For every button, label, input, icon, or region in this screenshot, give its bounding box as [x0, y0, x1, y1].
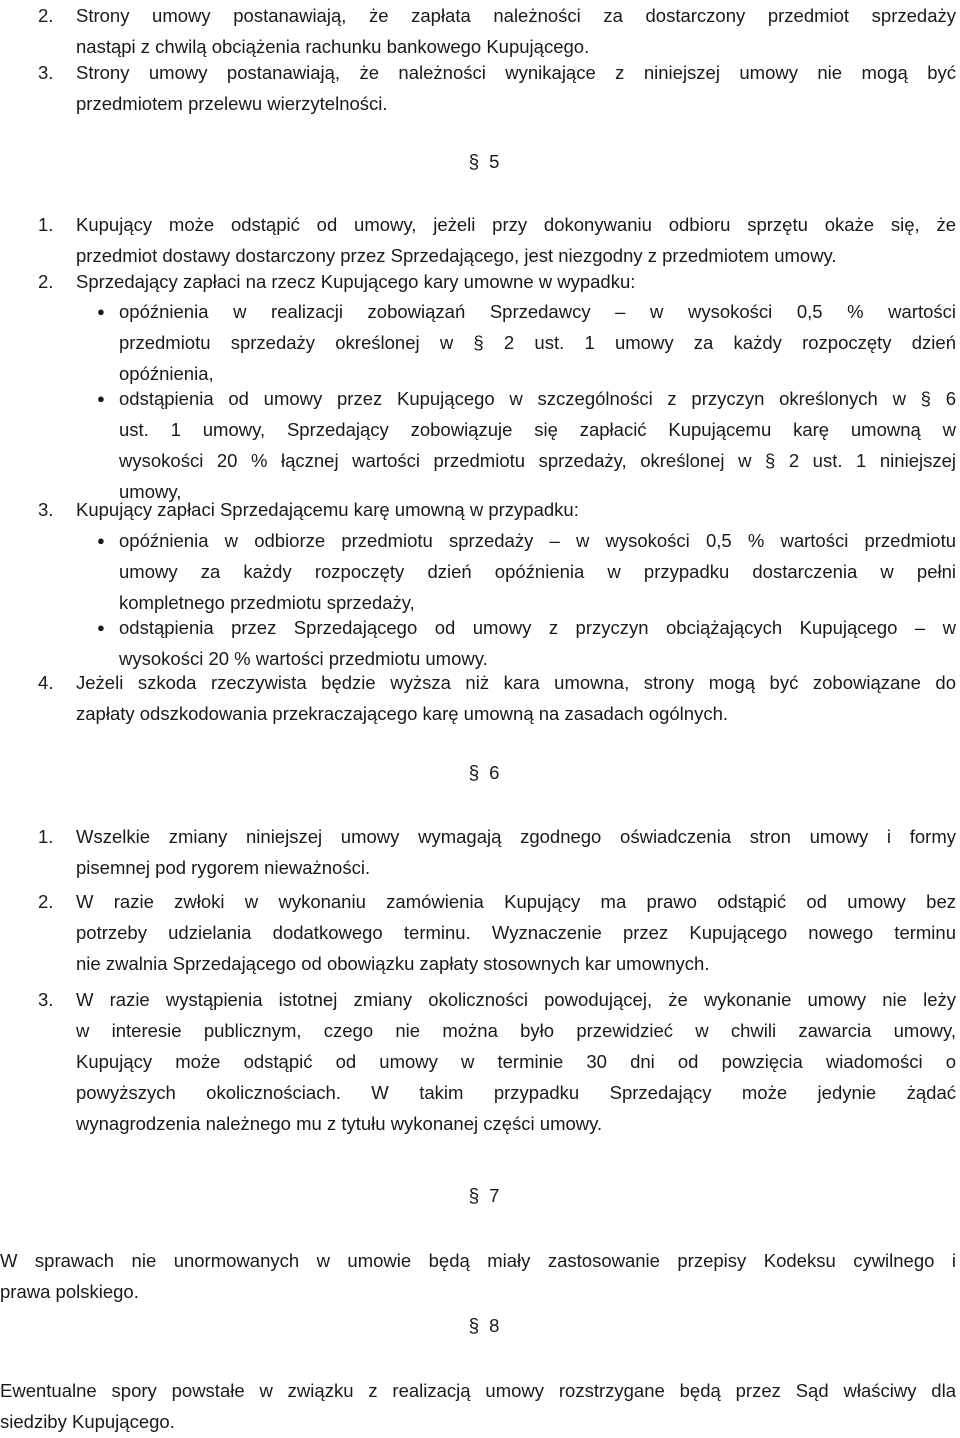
text-line: umowy, — [119, 481, 182, 502]
text-line: Wszelkie zmiany niniejszej umowy wymagają zgodnego oświadczenia stron umowy i formy — [76, 826, 956, 847]
text-line: Kupujący może odstąpić od umowy w terminie 30 dni od powzięcia wiadomości o — [76, 1051, 956, 1072]
text-line: ust. 1 umowy, Sprzedający zobowiązuje się zapłacić Kupującemu karę umowną w — [119, 419, 956, 440]
bullet-icon: ● — [97, 533, 105, 548]
paragraph-number: 3. — [38, 499, 54, 520]
text-line: przedmiotu sprzedaży określonej w § 2 ust. 1 umowy za każdy rozpoczęty dzień — [119, 332, 956, 353]
text-line: przedmiotem przelewu wierzytelności. — [76, 93, 388, 114]
text-line: opóźnienia w odbiorze przedmiotu sprzedaży – w wysokości 0,5 % wartości przedmiotu — [119, 530, 956, 551]
text-line: odstąpienia od umowy przez Kupującego w szczególności z przyczyn określonych w § 6 — [119, 388, 956, 409]
text-line: odstąpienia przez Sprzedającego od umowy z przyczyn obciążających Kupującego – w — [119, 617, 956, 638]
text-line: wysokości 20 % łącznej wartości przedmiotu sprzedaży, określonej w § 2 ust. 1 niniejszej — [119, 450, 956, 471]
paragraph-number: 2. — [38, 5, 54, 26]
text-line: Ewentualne spory powstałe w związku z realizacją umowy rozstrzygane będą przez Sąd właściwy dla — [0, 1380, 956, 1401]
text-line: powyższych okolicznościach. W takim przypadku Sprzedający może jedynie żądać — [76, 1082, 956, 1103]
text-line: nie zwalnia Sprzedającego od obowiązku zapłaty stosownych kar umownych. — [76, 953, 710, 974]
paragraph-number: 3. — [38, 989, 54, 1010]
section-symbol: § — [468, 763, 480, 784]
section-number: 8 — [489, 1315, 500, 1336]
section-number: 5 — [489, 151, 500, 172]
text-line: umowy za każdy rozpoczęty dzień opóźnienia w przypadku dostarczenia w pełni — [119, 561, 956, 582]
section-symbol: § — [468, 152, 480, 173]
text-line: W razie zwłoki w wykonaniu zamówienia Kupujący ma prawo odstąpić od umowy bez — [76, 891, 956, 912]
paragraph-number: 2. — [38, 891, 54, 912]
text-line: potrzeby udzielania dodatkowego terminu. Wyznaczenie przez Kupującego nowego terminu — [76, 922, 956, 943]
section-symbol: § — [468, 1316, 480, 1337]
text-line: Strony umowy postanawiają, że zapłata należności za dostarczony przedmiot sprzedaży — [76, 5, 956, 26]
text-line: kompletnego przedmiotu sprzedaży, — [119, 592, 415, 613]
section-heading-6 — [0, 757, 960, 788]
section-heading-8 — [0, 1310, 960, 1341]
text-line: W sprawach nie unormowanych w umowie będą miały zastosowanie przepisy Kodeksu cywilnego i — [0, 1250, 956, 1271]
text-line: nastąpi z chwilą obciążenia rachunku bankowego Kupującego. — [76, 36, 590, 57]
text-line: w interesie publicznym, czego nie można było przewidzieć w chwili zawarcia umowy, — [76, 1020, 956, 1041]
bullet-icon: ● — [97, 620, 105, 635]
text-line: siedziby Kupującego. — [0, 1411, 175, 1432]
section-number: 6 — [489, 762, 500, 783]
text-line: Kupujący może odstąpić od umowy, jeżeli przy dokonywaniu odbioru sprzętu okaże się, że — [76, 214, 956, 235]
text-line: Jeżeli szkoda rzeczywista będzie wyższa niż kara umowna, strony mogą być zobowiązane do — [76, 672, 956, 693]
text-line: wynagrodzenia należnego mu z tytułu wykonanej części umowy. — [76, 1113, 603, 1134]
text-line: Sprzedający zapłaci na rzecz Kupującego kary umowne w wypadku: — [76, 271, 636, 292]
text-line: Kupujący zapłaci Sprzedającemu karę umowną w przypadku: — [76, 499, 579, 520]
text-line: pisemnej pod rygorem nieważności. — [76, 857, 371, 878]
section-symbol: § — [468, 1186, 480, 1207]
text-line: wysokości 20 % wartości przedmiotu umowy. — [119, 648, 488, 669]
section-heading-7 — [0, 1180, 960, 1211]
text-line: opóźnienia, — [119, 363, 214, 384]
paragraph-number: 1. — [38, 214, 54, 235]
text-line: opóźnienia w realizacji zobowiązań Sprzedawcy – w wysokości 0,5 % wartości — [119, 301, 956, 322]
text-line: Strony umowy postanawiają, że należności wynikające z niniejszej umowy nie mogą być — [76, 62, 956, 83]
paragraph-number: 4. — [38, 672, 54, 693]
text-line: zapłaty odszkodowania przekraczającego karę umowną na zasadach ogólnych. — [76, 703, 728, 724]
bullet-icon: ● — [97, 391, 105, 406]
paragraph-number: 3. — [38, 62, 54, 83]
paragraph-number: 1. — [38, 826, 54, 847]
paragraph-number: 2. — [38, 271, 54, 292]
section-heading-5 — [0, 146, 960, 177]
text-line: przedmiot dostawy dostarczony przez Sprzedającego, jest niezgodny z przedmiotem umowy. — [76, 245, 837, 266]
text-line: prawa polskiego. — [0, 1281, 139, 1302]
section-number: 7 — [489, 1185, 500, 1206]
bullet-icon: ● — [97, 304, 105, 319]
text-line: W razie wystąpienia istotnej zmiany okoliczności powodującej, że wykonanie umowy nie leży — [76, 989, 956, 1010]
